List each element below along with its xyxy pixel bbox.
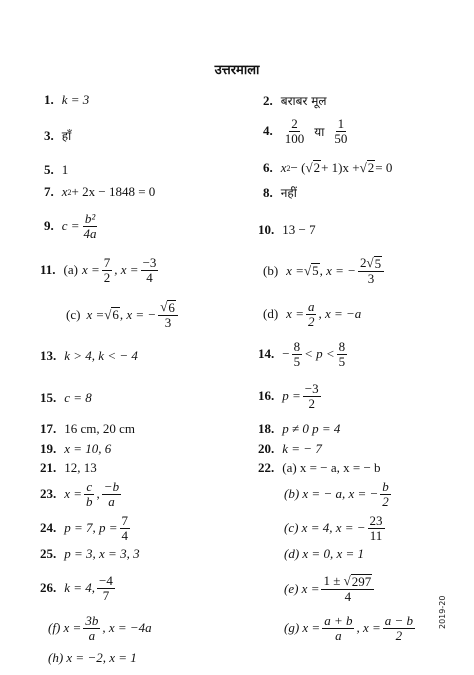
answer-number: 26. — [40, 580, 57, 596]
fraction: $\frac{8}{5}$ — [293, 339, 301, 369]
fraction: $\frac{8}{5}$ — [338, 339, 346, 369]
answer-number: 13. — [40, 348, 57, 363]
answer-22c: (c) x = 4, x = − $\frac{23}{11}$ — [284, 513, 383, 543]
answer-25 — [40, 546, 140, 562]
answer-number: 11. — [40, 262, 56, 278]
answer-number: 20. — [258, 441, 275, 456]
answer-16: 16. p = $\frac{-3}{2}$ — [258, 381, 319, 411]
answer-7: 7. x 2 + 2x − 1848 = 0 — [44, 184, 156, 199]
page-title: उत्तरमाला — [214, 63, 260, 78]
fraction: $\frac{1}{50}$ — [334, 116, 348, 146]
square-root: √ 5 — [303, 262, 319, 278]
answer-number: 7. — [44, 184, 54, 199]
answer-text: नहीं — [280, 186, 297, 200]
answer-number: 14. — [258, 346, 275, 362]
fraction: $\frac{a}{2}$ — [307, 299, 315, 329]
answer-2 — [263, 92, 327, 109]
answer-text: x = 10, 6 — [64, 441, 112, 456]
answer-11b: (b) x = √ 5 , x = − 2√ 5 3 — [263, 256, 386, 286]
square-root: √ 2 — [359, 160, 375, 175]
side-margin-text: 2019-20 — [438, 595, 447, 630]
answer-text: 16 cm, 20 cm — [64, 421, 136, 436]
answer-23: 23. x = $\frac{c}{b}$ , $\frac{-b}{a}$ — [40, 479, 120, 509]
answer-text: c = 8 — [64, 390, 92, 405]
answer-21 — [40, 460, 97, 476]
answer-text: k = − 7 — [282, 441, 322, 456]
answer-11a: 11. (a) x = $\frac{7}{2}$ , x = $\frac{-3}{4}$ — [40, 255, 157, 285]
answer-number: 8. — [263, 184, 273, 200]
answer-11d: (d) x = $\frac{a}{2}$ , x = −a — [263, 299, 362, 329]
answer-22b: (b) x = − a, x = − $\frac{b}{2}$ — [284, 479, 389, 509]
answer-text: k > 4, k < − 4 — [64, 348, 138, 363]
answer-number: 22. — [258, 460, 275, 475]
answer-6: 6. x 2 − ( √ 2 + 1)x + √ 2 = 0 — [263, 160, 393, 175]
answer-20 — [258, 441, 322, 457]
fraction: $\frac{c}{b}$ — [86, 479, 93, 509]
answer-text: हाँ — [61, 129, 72, 143]
answer-number: 4. — [263, 123, 273, 139]
answer-number: 19. — [40, 441, 57, 456]
fraction: $\frac{-b}{a}$ — [103, 479, 120, 509]
fraction: √ 6 3 — [158, 300, 178, 330]
answer-8 — [263, 184, 297, 201]
answer-text: (a) x = − a, x = − b — [282, 460, 381, 475]
answer-number: 16. — [258, 388, 275, 404]
answer-14: 14. − $\frac{8}{5}$ < p < $\frac{8}{5}$ — [258, 339, 346, 369]
answer-5 — [44, 162, 68, 178]
answer-26h — [48, 650, 137, 666]
answer-number: 17. — [40, 421, 57, 436]
answer-text: बराबर मूल — [280, 94, 327, 108]
answer-22a — [258, 460, 381, 476]
answer-26: 26. k = 4, $\frac{-4}{7}$ — [40, 573, 113, 603]
answer-text: 1 — [61, 162, 69, 177]
answer-text: p = 3, x = 3, 3 — [64, 546, 140, 561]
answer-11c: (c) x = √ 6 , x = − √ 6 3 — [66, 300, 180, 330]
answer-text: 13 − 7 — [282, 222, 316, 237]
answer-number: 18. — [258, 421, 275, 436]
fraction: $\frac{3b}{a}$ — [85, 613, 99, 643]
square-root: √ 2 — [305, 160, 321, 175]
fraction: $\frac{7}{4}$ — [121, 513, 129, 543]
answer-number: 15. — [40, 390, 57, 405]
fraction: $\frac{2}{100}$ — [284, 116, 305, 146]
answer-1 — [44, 92, 89, 108]
answer-17 — [40, 421, 135, 437]
fraction: $\frac{23}{11}$ — [369, 513, 383, 543]
answer-text: p ≠ 0 p = 4 — [282, 421, 341, 436]
answer-18 — [258, 421, 340, 437]
answer-number: 5. — [44, 162, 54, 177]
answer-number: 23. — [40, 486, 57, 502]
answer-9: 9. c = $\frac{\text{b²}}{4a}$ — [44, 211, 97, 241]
fraction: 2√ 5 3 — [358, 256, 384, 286]
answer-4 — [263, 117, 351, 145]
answer-text: k = 3 — [61, 92, 90, 107]
answer-3 — [44, 127, 71, 144]
fraction: $\frac{-3}{4}$ — [142, 255, 157, 285]
fraction: $\frac{a - b}{2}$ — [384, 613, 414, 643]
answer-text: (d) x = 0, x = 1 — [284, 546, 364, 561]
answer-number: 3. — [44, 127, 54, 143]
answer-22g: (g) x = $\frac{a + b}{a}$ , x = $\frac{a - b}{2}$ — [284, 613, 414, 643]
answer-22d — [284, 546, 364, 562]
answer-text: (h) x = −2, x = 1 — [48, 650, 137, 665]
answer-number: 24. — [40, 520, 57, 536]
answer-text: 12, 13 — [64, 460, 97, 475]
answer-number: 21. — [40, 460, 57, 475]
answer-15 — [40, 390, 92, 406]
fraction: $\frac{b}{2}$ — [382, 479, 389, 509]
answer-26f: (f) x = $\frac{3b}{a}$ , x = −4a — [48, 613, 152, 643]
answer-number: 25. — [40, 546, 57, 561]
fraction: $\frac{\text{b²}}{4a}$ — [83, 211, 97, 241]
answer-10 — [258, 222, 316, 238]
answer-22e: (e) x = 1 ± √ 297 4 — [284, 574, 376, 604]
square-root: √ 6 — [104, 306, 119, 322]
fraction: $\frac{a + b}{a}$ — [324, 613, 353, 643]
answer-24: 24. p = 7, p = $\frac{7}{4}$ — [40, 513, 129, 543]
answer-connector: या — [314, 124, 325, 139]
fraction: 1 ± √ 297 4 — [321, 574, 374, 604]
fraction: $\frac{-4}{7}$ — [99, 573, 113, 603]
answer-number: 2. — [263, 92, 273, 108]
fraction: $\frac{7}{2}$ — [103, 255, 111, 285]
answer-19 — [40, 441, 111, 457]
answer-number: 1. — [44, 92, 54, 107]
fraction: $\frac{-3}{2}$ — [304, 381, 319, 411]
answer-number: 10. — [258, 222, 275, 237]
answer-number: 6. — [263, 160, 273, 175]
answer-13 — [40, 348, 138, 364]
answer-number: 9. — [44, 218, 54, 234]
